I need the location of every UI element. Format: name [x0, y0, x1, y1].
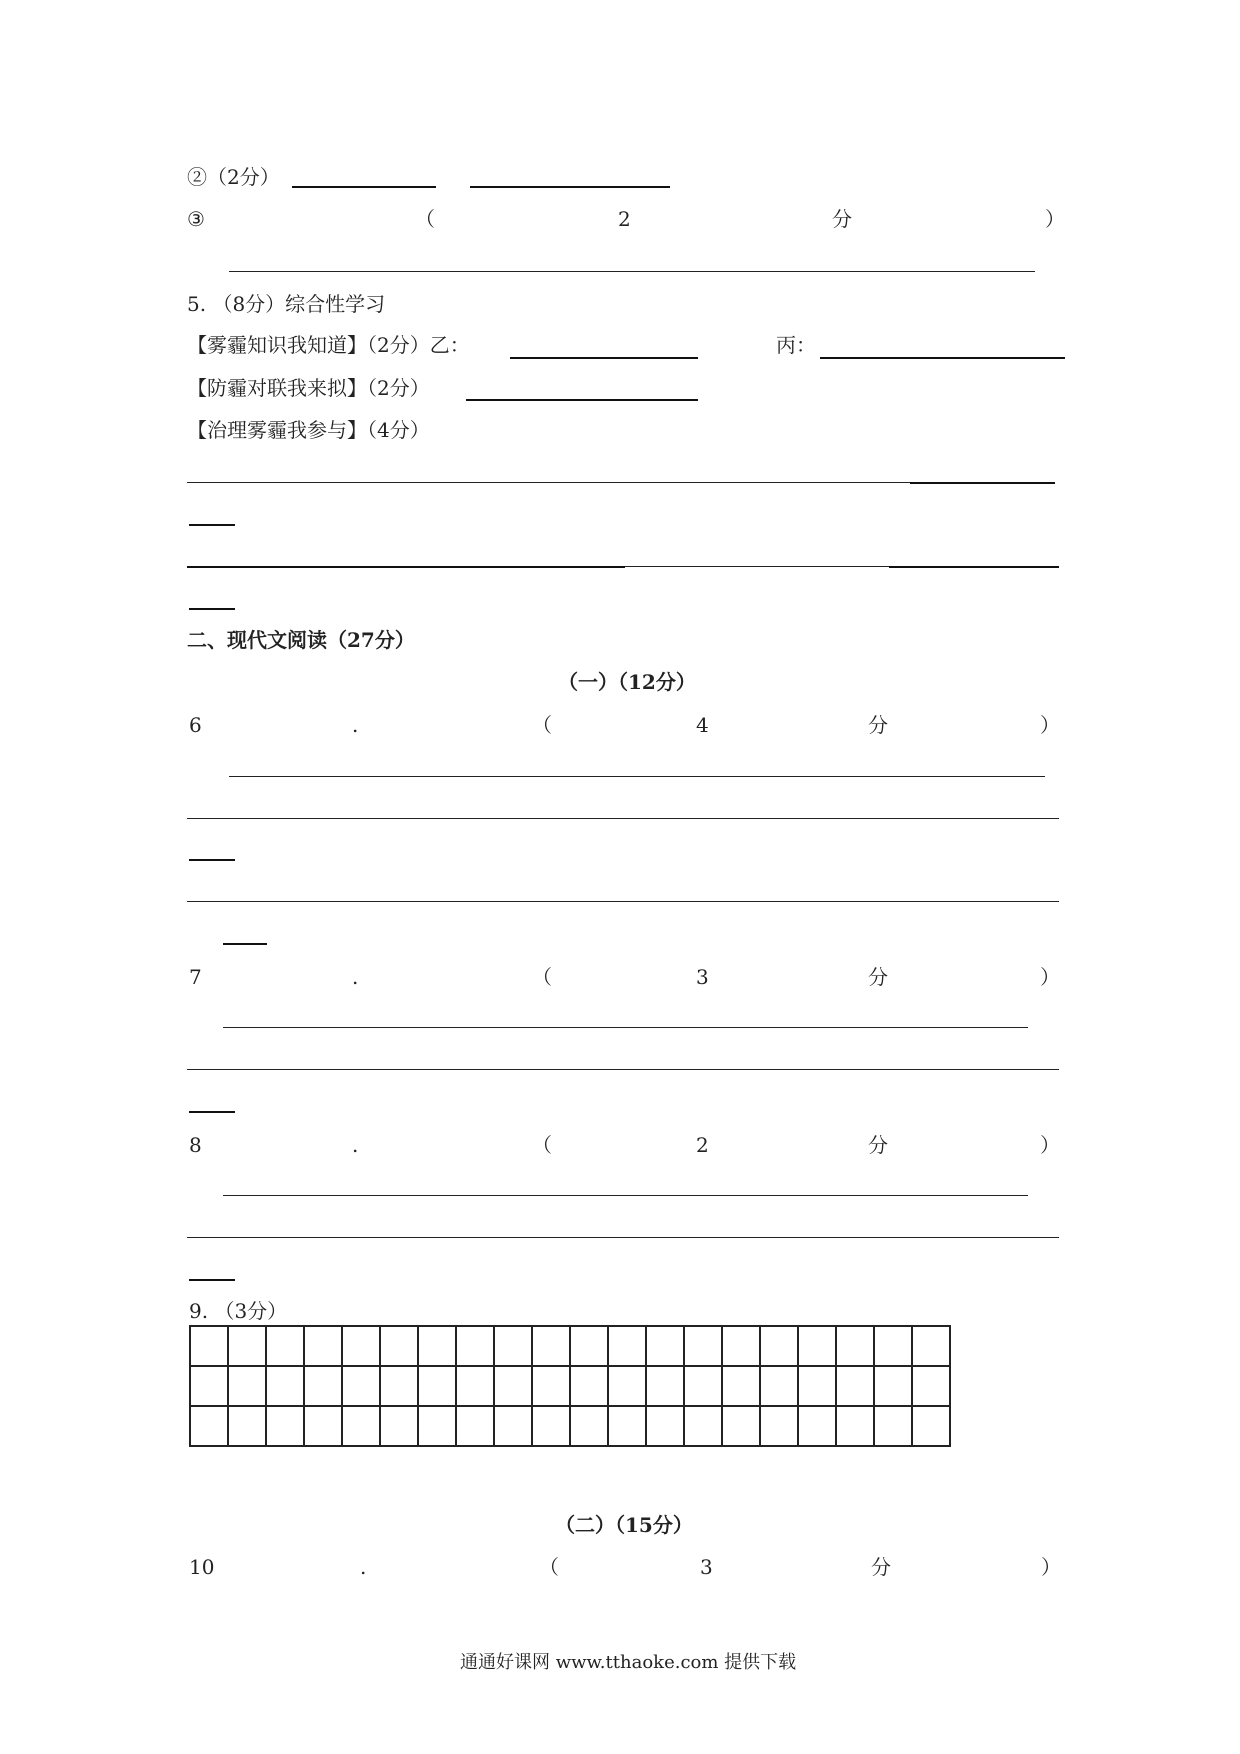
answer-line[interactable]: [187, 1237, 1059, 1238]
grid-cell[interactable]: [532, 1366, 570, 1406]
grid-cell[interactable]: [760, 1366, 798, 1406]
grid-cell[interactable]: [266, 1406, 304, 1446]
q8-paren-open: （: [532, 1133, 552, 1157]
grid-cell[interactable]: [494, 1366, 532, 1406]
answer-line[interactable]: [229, 776, 1045, 777]
q7-score: 3: [696, 965, 709, 989]
grid-cell[interactable]: [570, 1366, 608, 1406]
answer-blank[interactable]: [510, 357, 698, 359]
q5-row1-label: 【雾霾知识我知道】（2分）乙：: [187, 333, 470, 357]
grid-cell[interactable]: [456, 1406, 494, 1446]
q10-paren-open: （: [539, 1555, 559, 1579]
grid-cell[interactable]: [380, 1366, 418, 1406]
answer-blank[interactable]: [466, 399, 698, 401]
q7-paren-close: ）: [1040, 965, 1060, 989]
grid-cell[interactable]: [190, 1366, 228, 1406]
paren-close: ）: [1045, 207, 1065, 231]
answer-blank[interactable]: [292, 186, 436, 188]
q10-score: 3: [700, 1555, 713, 1579]
q6-dot: .: [352, 713, 359, 737]
answer-line[interactable]: [229, 271, 1035, 272]
grid-cell[interactable]: [342, 1326, 380, 1366]
part2-heading: （二）（15分）: [555, 1513, 693, 1537]
grid-cell[interactable]: [608, 1326, 646, 1366]
q6-score: 4: [696, 713, 709, 737]
grid-cell[interactable]: [380, 1326, 418, 1366]
q9-writing-grid[interactable]: [189, 1325, 951, 1447]
answer-blank[interactable]: [820, 357, 1065, 359]
grid-cell[interactable]: [342, 1366, 380, 1406]
grid-cell[interactable]: [798, 1326, 836, 1366]
grid-cell[interactable]: [722, 1366, 760, 1406]
grid-cell[interactable]: [874, 1406, 912, 1446]
grid-cell[interactable]: [304, 1406, 342, 1446]
answer-line-start: [187, 566, 625, 568]
grid-cell[interactable]: [684, 1326, 722, 1366]
grid-cell[interactable]: [912, 1366, 950, 1406]
grid-cell[interactable]: [608, 1406, 646, 1446]
grid-cell[interactable]: [836, 1406, 874, 1446]
grid-cell[interactable]: [456, 1366, 494, 1406]
grid-cell[interactable]: [228, 1326, 266, 1366]
grid-cell[interactable]: [266, 1366, 304, 1406]
grid-cell[interactable]: [304, 1366, 342, 1406]
answer-line-tail: [189, 1279, 235, 1281]
q8-score: 2: [696, 1133, 709, 1157]
answer-line-end: [889, 566, 1059, 568]
q4-item2-label: ②（2分）: [187, 165, 280, 189]
answer-line[interactable]: [187, 901, 1059, 902]
grid-row: [190, 1406, 950, 1446]
grid-cell[interactable]: [570, 1326, 608, 1366]
grid-cell[interactable]: [646, 1406, 684, 1446]
grid-cell[interactable]: [646, 1326, 684, 1366]
answer-line-tail: [189, 1111, 235, 1113]
score-number: 2: [618, 207, 631, 231]
grid-cell[interactable]: [646, 1366, 684, 1406]
grid-cell[interactable]: [380, 1406, 418, 1446]
answer-line[interactable]: [187, 1069, 1059, 1070]
q10-unit: 分: [871, 1555, 891, 1579]
grid-cell[interactable]: [342, 1406, 380, 1446]
grid-cell[interactable]: [190, 1326, 228, 1366]
grid-cell[interactable]: [684, 1406, 722, 1446]
grid-cell[interactable]: [418, 1366, 456, 1406]
footer-text: 通通好课网 www.tthaoke.com 提供下载: [460, 1652, 797, 1673]
answer-line-end: [910, 482, 1055, 484]
answer-line[interactable]: [223, 1027, 1028, 1028]
grid-cell[interactable]: [228, 1406, 266, 1446]
q7-unit: 分: [868, 965, 888, 989]
answer-line-tail: [223, 943, 267, 945]
grid-cell[interactable]: [760, 1406, 798, 1446]
q5-bing-label: 丙：: [776, 333, 816, 357]
grid-cell[interactable]: [228, 1366, 266, 1406]
grid-cell[interactable]: [874, 1326, 912, 1366]
q4-item3-label: ③: [187, 207, 205, 231]
q10-dot: .: [360, 1555, 367, 1579]
grid-cell[interactable]: [912, 1326, 950, 1366]
grid-cell[interactable]: [418, 1326, 456, 1366]
grid-cell[interactable]: [836, 1366, 874, 1406]
grid-row: [190, 1326, 950, 1366]
answer-line-tail: [189, 524, 235, 526]
grid-cell[interactable]: [608, 1366, 646, 1406]
q6-paren-close: ）: [1040, 713, 1060, 737]
q5-row2-label: 【防霾对联我来拟】（2分）: [187, 376, 430, 400]
q10-number: 10: [189, 1555, 215, 1579]
q5-row3-label: 【治理雾霾我参与】（4分）: [187, 418, 430, 442]
grid-cell[interactable]: [874, 1366, 912, 1406]
q6-number: 6: [189, 713, 202, 737]
grid-cell[interactable]: [532, 1326, 570, 1366]
grid-cell[interactable]: [418, 1406, 456, 1446]
grid-cell[interactable]: [798, 1406, 836, 1446]
section2-title: 二、现代文阅读（27分）: [187, 628, 415, 652]
q5-title: 5. （8分）综合性学习: [187, 292, 386, 316]
q7-paren-open: （: [532, 965, 552, 989]
answer-line-tail: [189, 859, 235, 861]
q10-paren-close: ）: [1041, 1555, 1061, 1579]
grid-cell[interactable]: [798, 1366, 836, 1406]
grid-cell[interactable]: [836, 1326, 874, 1366]
q6-unit: 分: [868, 713, 888, 737]
answer-line-tail: [189, 608, 235, 610]
answer-line[interactable]: [187, 818, 1059, 819]
grid-cell[interactable]: [456, 1326, 494, 1366]
q7-number: 7: [189, 965, 202, 989]
paren-open: （: [415, 207, 435, 231]
grid-cell[interactable]: [684, 1366, 722, 1406]
q9-label: 9. （3分）: [189, 1299, 288, 1323]
grid-cell[interactable]: [190, 1406, 228, 1446]
answer-line[interactable]: [223, 1195, 1028, 1196]
q7-dot: .: [352, 965, 359, 989]
q8-dot: .: [352, 1133, 359, 1157]
grid-cell[interactable]: [722, 1406, 760, 1446]
grid-cell[interactable]: [266, 1326, 304, 1366]
answer-blank[interactable]: [470, 186, 670, 188]
grid-cell[interactable]: [494, 1406, 532, 1446]
grid-cell[interactable]: [304, 1326, 342, 1366]
q8-number: 8: [189, 1133, 202, 1157]
grid-cell[interactable]: [570, 1406, 608, 1446]
q8-paren-close: ）: [1040, 1133, 1060, 1157]
grid-cell[interactable]: [494, 1326, 532, 1366]
grid-row: [190, 1366, 950, 1406]
q6-paren-open: （: [532, 713, 552, 737]
q8-unit: 分: [868, 1133, 888, 1157]
grid-cell[interactable]: [760, 1326, 798, 1366]
part1-heading: （一）（12分）: [558, 670, 696, 694]
grid-cell[interactable]: [722, 1326, 760, 1366]
grid-cell[interactable]: [532, 1406, 570, 1446]
grid-cell[interactable]: [912, 1406, 950, 1446]
score-unit: 分: [832, 207, 852, 231]
